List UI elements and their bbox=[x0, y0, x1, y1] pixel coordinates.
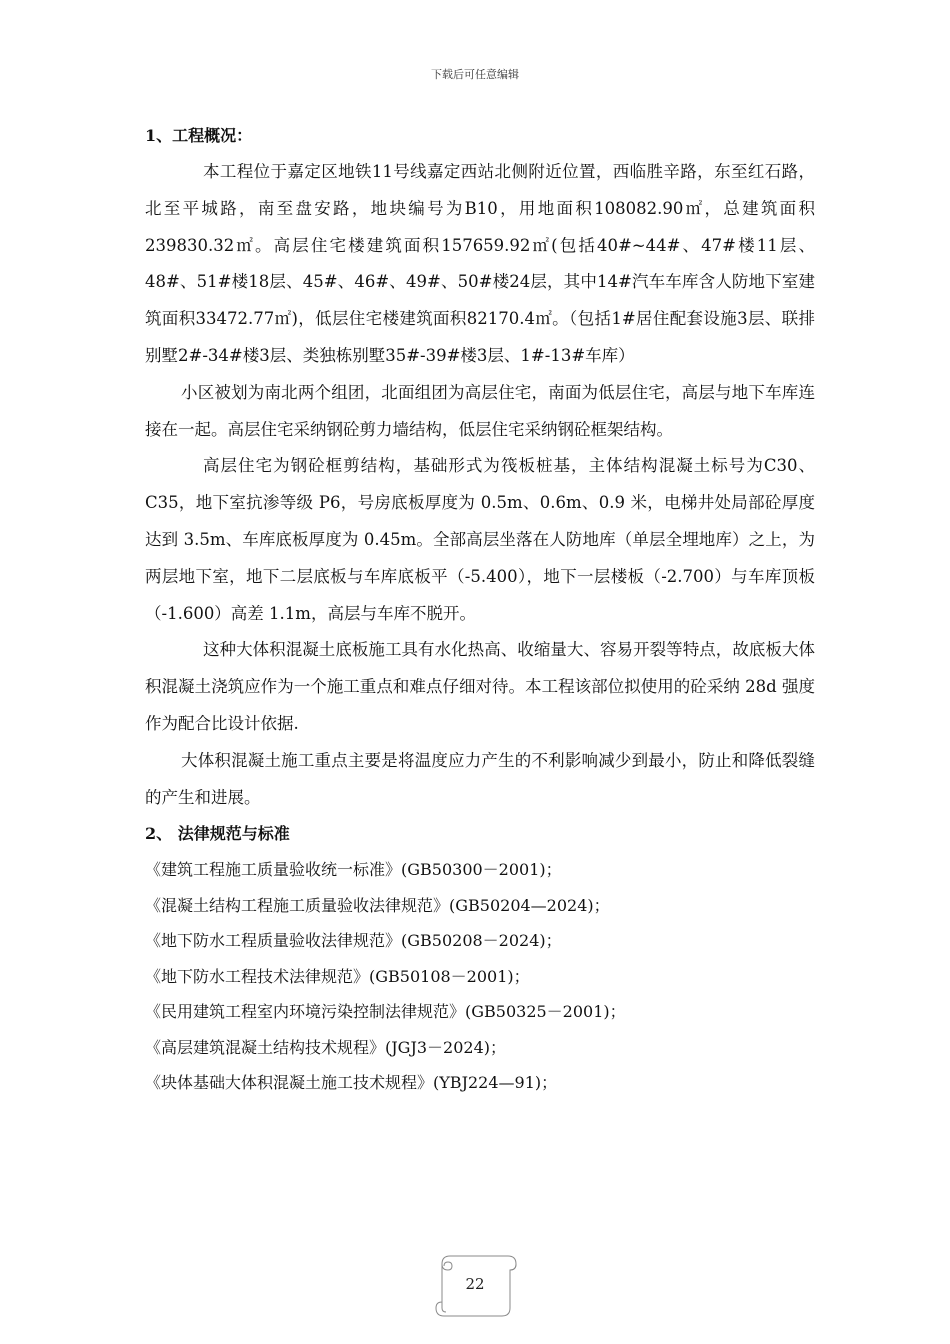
list-item: 《建筑工程施工质量验收统一标准》(GB50300－2001)； bbox=[145, 860, 562, 880]
list-item: 《地下防水工程技术法律规范》(GB50108－2001)； bbox=[145, 966, 530, 986]
paragraph-mass-concrete: 这种大体积混凝土底板施工具有水化热高、收缩量大、容易开裂等特点，故底板大体积混凝土浇筑应作为一个施工重点和难点仔细对待。本工程该部位拟使用的砼采纳 28d 强度作为配合比设计依据. bbox=[145, 640, 815, 733]
paragraph-structure: 高层住宅为钢砼框剪结构，基础形式为筏板桩基，主体结构混凝土标号为C30、C35，地下室抗渗等级 P6，号房底板厚度为 0.5m、0.6m、0.9 米，电梯井处局部砼厚度达到 3.5m、车库底板厚度为 0.45m。全部高层坐落在人防地库（单层全埋地库）之上，为两层地下室，地下二层底板与车库底板平（-5.400），地下一层楼板（-2.700）与车库顶板（-1.600）高差 1.1m，高层与车库不脱开。 bbox=[145, 456, 815, 623]
paragraph-zoning: 小区被划为南北两个组团，北面组团为高层住宅，南面为低层住宅，高层与地下车库连接在一起。高层住宅采纳钢砼剪力墙结构，低层住宅采纳钢砼框架结构。 bbox=[145, 382, 815, 439]
standards-list bbox=[145, 852, 815, 1101]
paragraph-project-location: 本工程位于嘉定区地铁11号线嘉定西站北侧附近位置，西临胜辛路，东至红石路，北至平城路，南至盘安路，地块编号为B10，用地面积108082.90㎡，总建筑面积239830.32㎡。高层住宅楼建筑面积157659.92㎡(包括40#~44#、47#楼11层、48#、51#楼18层、45#、46#、49#、50#楼24层，其中14#汽车车库含人防地下室建筑面积33472.77㎡)，低层住宅楼建筑面积82170.4㎡。（包括1#居住配套设施3层、联排别墅2#-34#楼3层、类独栋别墅35#-39#楼3层、1#-13#车库） bbox=[145, 162, 815, 365]
list-item: 《地下防水工程质量验收法律规范》(GB50208－2024)； bbox=[145, 931, 562, 951]
document-body bbox=[145, 118, 815, 1101]
section-1-heading: 1、工程概况： bbox=[145, 126, 253, 145]
paragraph-key-points: 大体积混凝土施工重点主要是将温度应力产生的不利影响减少到最小，防止和降低裂缝的产生和进展。 bbox=[145, 750, 815, 807]
list-item: 《混凝土结构工程施工质量验收法律规范》(GB50204—2024)； bbox=[145, 895, 610, 915]
page-number: 22 bbox=[465, 1275, 485, 1293]
list-item: 《高层建筑混凝土结构技术规程》(JGJ3－2024)； bbox=[145, 1037, 506, 1057]
list-item: 《民用建筑工程室内环境污染控制法律规范》(GB50325－2001)； bbox=[145, 1002, 626, 1022]
page-header-note: 下载后可任意编辑 bbox=[431, 68, 519, 81]
list-item: 《块体基础大体积混凝土施工技术规程》(YBJ224—91)； bbox=[145, 1073, 558, 1093]
page-number-scroll bbox=[432, 1252, 520, 1322]
section-2-heading: 2、 法律规范与标准 bbox=[145, 824, 290, 844]
